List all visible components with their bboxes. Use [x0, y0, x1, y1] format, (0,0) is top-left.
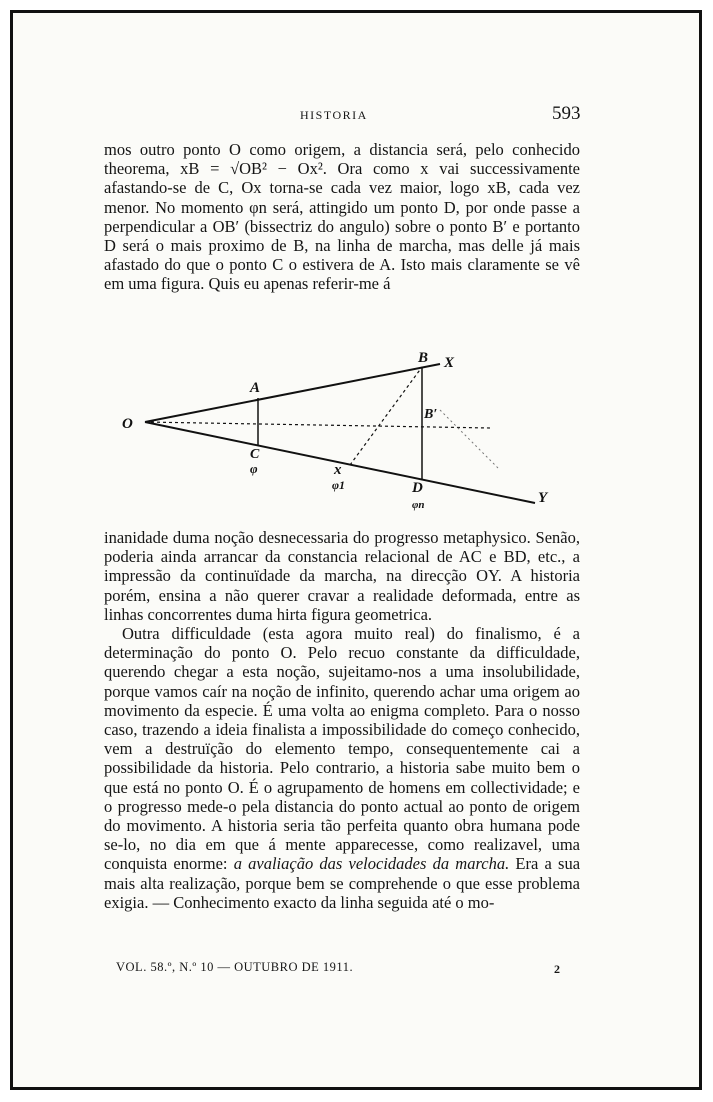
- running-head: HISTORIA: [300, 108, 368, 122]
- paragraph-after-figure: inanidade duma noção desnecessaria do progresso metaphysico. Senão, poderia ainda arrancar da constancia relacional de AC e BD, etc., a impressão da continuïdade da marcha, na direcção OY. A historia porém, ensina a não querer cravar a realidade deformada, entre as linhas concorrentes duma hirta figura geometrica.: [104, 528, 580, 624]
- label-O: O: [122, 416, 133, 432]
- label-C: C: [250, 447, 260, 462]
- page-number: 593: [552, 103, 581, 124]
- label-A: A: [250, 380, 261, 396]
- paragraph-top: mos outro ponto O como origem, a distancia será, pelo conhecido theorema, xB = √OB² − Ox². Ora como x vai successivamente afastando-se de C, Ox torna-se cada vez maior, logo xB, cada vez menor. No momento φn será, attingido um ponto D, por onde passe a perpendicular a OB′ (bissectriz do angulo) sobre o ponto B′ e portanto D será o mais proximo de B, na linha de marcha, mas delle já mais afastado do que o ponto C o estivera de A. Isto mais claramente se vê em uma figura. Quis eu apenas referir-me á: [104, 140, 580, 294]
- line-OX: [145, 364, 440, 422]
- footer-signature-mark: 2: [554, 962, 560, 976]
- body-text-bottom: [104, 528, 580, 912]
- paragraph-2: [104, 624, 580, 912]
- line-bisector-perp: [440, 410, 500, 470]
- geometric-figure: [110, 340, 570, 520]
- label-X: X: [444, 355, 455, 371]
- label-B-prime: B′: [424, 407, 438, 422]
- paragraph-2-end: Era a sua mais alta realização, porque bem se comprehende o que esse problema exigia. — Conhecimento exacto da linha seguida até o mo-: [104, 854, 581, 912]
- line-xB: [350, 367, 422, 465]
- footer-volume-line: VOL. 58.º, N.º 10 — OUTUBRO DE 1911.: [116, 960, 354, 974]
- body-text-top: [104, 140, 580, 294]
- line-O-bisector: [145, 422, 490, 428]
- paragraph-2-italic: a avaliação das velocidades da marcha.: [233, 854, 510, 874]
- paragraph-2-text: Outra difficuldade (esta agora muito real) do finalismo, é a determinação do ponto O. Pelo recuo constante da difficuldade, querendo chegar a esta noção, sujeitamo-nos a uma insolubilidade, porque vamos caír na noção de infinito, querendo achar uma origem ao movimento da especie. É uma volta ao enigma completo. Para o nosso caso, trazendo a ideia finalista a impossibilidade do começo conhecido, vem a destruïção do elemento tempo, consequentemente cai a possibilidade da historia. Pelo contrario, a historia sabe muito bem o que está no ponto O. É o agrupamento de homens em collectividade; e o progresso mede-o pela distancia do ponto actual ao ponto de origem do movimento. A historia seria tão perfeita quanto obra humana pode se-lo, no dia em que á mente apparecesse, como realizavel, uma conquista enorme:: [104, 624, 580, 874]
- label-phi: φ: [250, 461, 258, 476]
- label-phi-n: φn: [412, 499, 425, 511]
- label-Y: Y: [538, 490, 548, 506]
- label-x: x: [334, 462, 342, 478]
- label-B: B: [418, 350, 429, 366]
- label-D: D: [412, 480, 423, 496]
- label-phi-1: φ1: [332, 478, 346, 492]
